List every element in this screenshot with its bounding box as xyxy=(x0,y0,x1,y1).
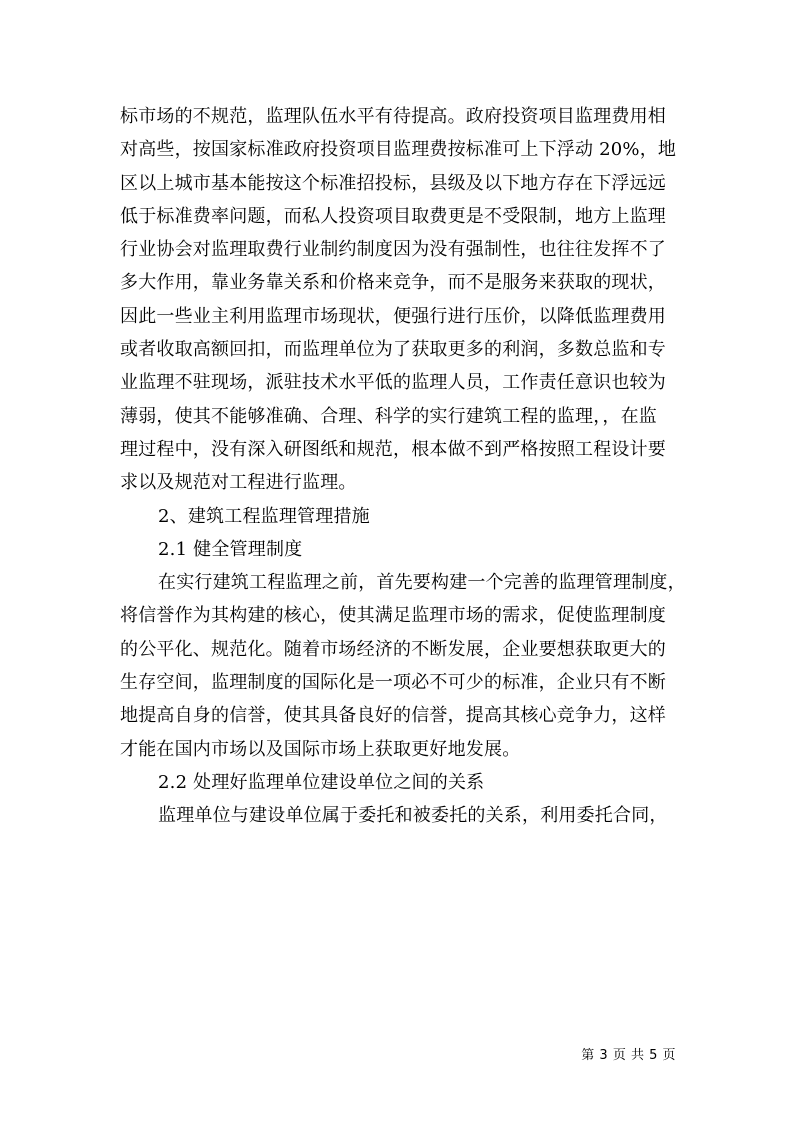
text-line: 对高些，按国家标准政府投资项目监理费按标准可上下浮动 20%，地 xyxy=(120,139,677,161)
text-line: 将信誉作为其构建的核心，使其满足监理市场的需求，促使监理制度 xyxy=(120,605,666,627)
text-line: 区以上城市基本能按这个标准招投标，县级及以下地方存在下浮远远 xyxy=(120,172,666,194)
subsection-heading: 2.1 健全管理制度 xyxy=(158,538,303,560)
text-line: 的公平化、规范化。随着市场经济的不断发展，企业要想获取更大的 xyxy=(120,638,666,660)
text-line: 行业协会对监理取费行业制约制度因为没有强制性，也往往发挥不了 xyxy=(120,239,666,261)
text-line: 多大作用，靠业务靠关系和价格来竞争，而不是服务来获取的现状， xyxy=(120,272,666,294)
text-line: 低于标准费率问题，而私人投资项目取费更是不受限制，地方上监理 xyxy=(120,205,666,227)
page-footer xyxy=(0,1044,794,1063)
paragraph-first-line: 在实行建筑工程监理之前，首先要构建一个完善的监理管理制度， xyxy=(158,572,686,594)
text-line: 理过程中，没有深入研图纸和规范，根本做不到严格按照工程设计要 xyxy=(120,438,666,460)
text-line: 地提高自身的信誉，使其具备良好的信誉，提高其核心竞争力，这样 xyxy=(120,705,666,727)
text-line: 薄弱，使其不能够准确、合理、科学的实行建筑工程的监理，，在监 xyxy=(120,405,657,427)
section-heading: 2、建筑工程监理管理措施 xyxy=(158,505,370,527)
text-line: 才能在国内市场以及国际市场上获取更好地发展。 xyxy=(120,738,521,760)
text-line: 因此一些业主利用监理市场现状，便强行进行压价，以降低监理费用 xyxy=(120,305,666,327)
text-line: 业监理不驻现场，派驻技术水平低的监理人员，工作责任意识也较为 xyxy=(120,372,666,394)
paragraph-first-line: 监理单位与建设单位属于委托和被委托的关系，利用委托合同， xyxy=(158,805,668,827)
text-line: 或者收取高额回扣，而监理单位为了获取更多的利润，多数总监和专 xyxy=(120,339,666,361)
page-number: 第 3 页 共 5 页 xyxy=(581,1048,676,1063)
text-line: 求以及规范对工程进行监理。 xyxy=(120,472,357,494)
text-line: 生存空间，监理制度的国际化是一项必不可少的标准，企业只有不断 xyxy=(120,672,666,694)
document-body xyxy=(120,100,686,833)
subsection-heading: 2.2 处理好监理单位建设单位之间的关系 xyxy=(158,771,485,793)
text-line: 标市场的不规范，监理队伍水平有待提高。政府投资项目监理费用相 xyxy=(120,106,666,127)
